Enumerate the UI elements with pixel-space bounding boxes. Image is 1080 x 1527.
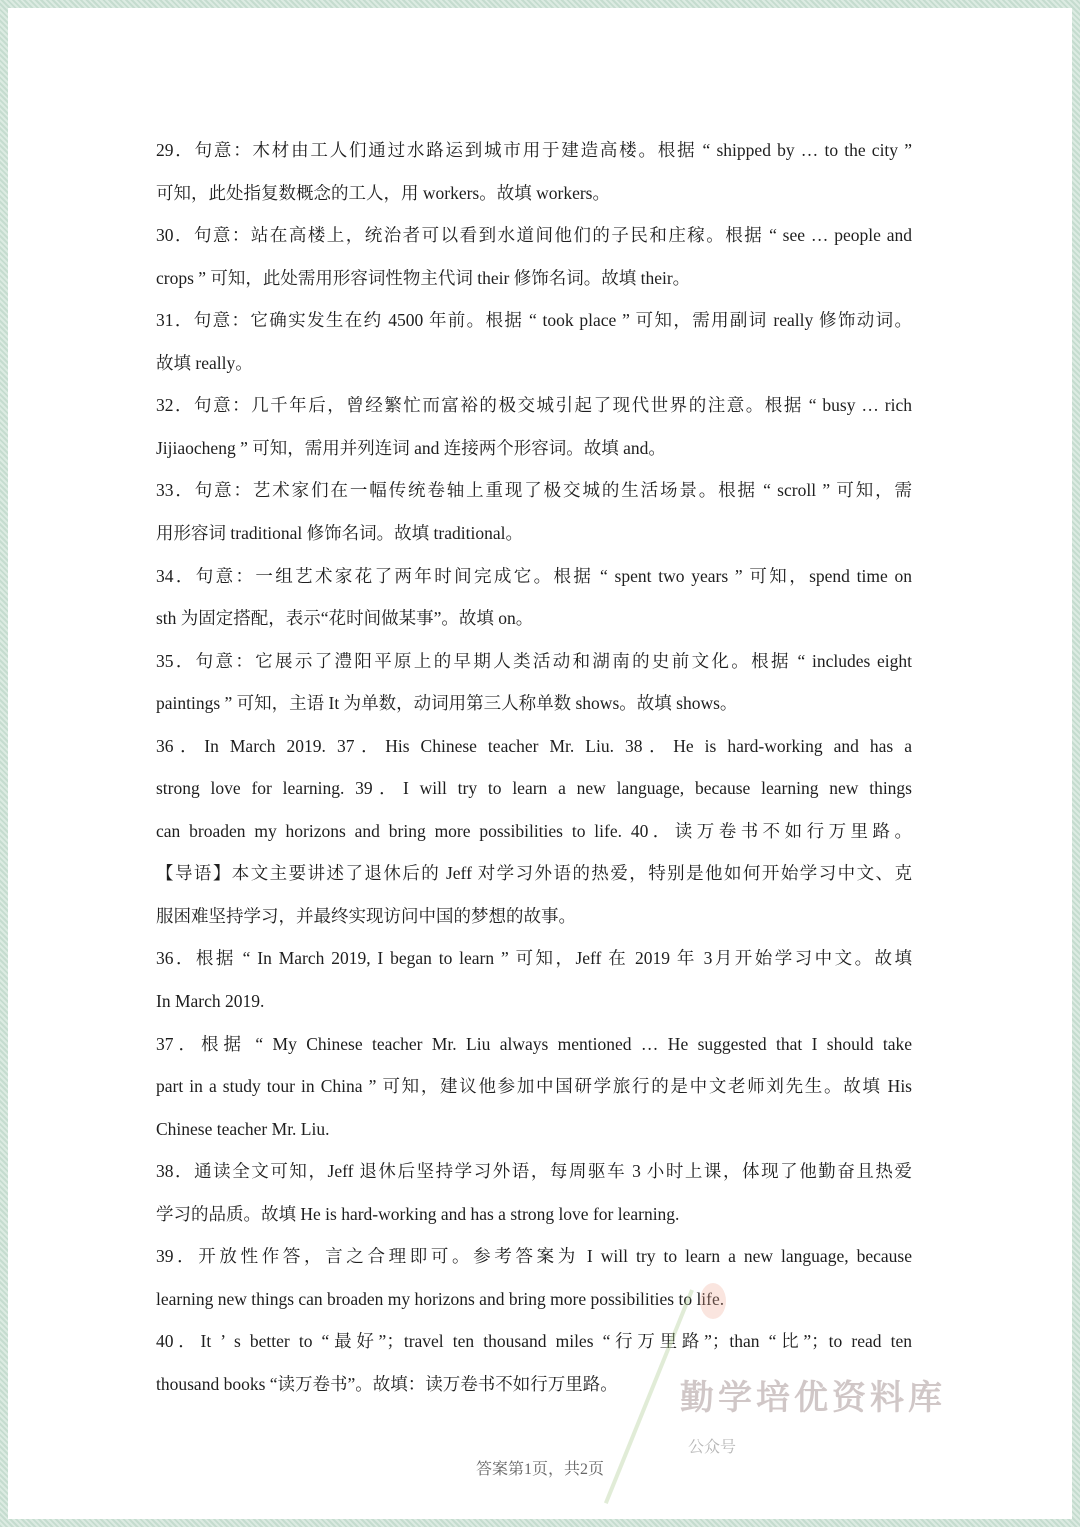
text-line: 用形容词 traditional 修饰名词。故填 traditional。 [156,522,523,543]
text-line: 29．句意：木材由工人们通过水路运到城市用于建造高楼。根据 “ shipped by … to the city ” [156,140,912,160]
text-line: can broaden my horizons and bring more possibilities to life. 40．读万卷书不如行万里路。 [156,820,912,841]
watermark-flower-bud [700,1283,726,1319]
text-line: 故填 really。 [156,352,253,373]
text-line: 36．根据 “ In March 2019, I began to learn ” 可知，Jeff 在 2019 年 3月开始学习中文。故填 [156,948,912,969]
text-line: paintings ” 可知，主语 It 为单数，动词用第三人称单数 shows。故填 shows。 [156,693,738,714]
text-line: Jijiaocheng ” 可知，需用并列连词 and 连接两个形容词。故填 and。 [156,437,666,458]
text-line: learning new things can broaden my horizons and bring more possibilities to life. [156,1288,725,1309]
watermark-title: 勤学培优资料库 [680,1378,946,1418]
text-line: 36．In March 2019. 37．His Chinese teacher Mr. Liu. 38．He is hard-working and has a [156,735,912,756]
page-footer: 答案第1页，共2页 [475,1461,604,1478]
text-line: 39．开放性作答，言之合理即可。参考答案为 I will try to learn a new language, because [156,1246,912,1267]
text-line: 30．句意：站在高楼上，统治者可以看到水道间他们的子民和庄稼。根据 “ see … people and [156,225,912,246]
text-line: 可知，此处指复数概念的工人，用 workers。故填 workers。 [156,182,610,203]
text-line: sth 为固定搭配，表示“花时间做某事”。故填 on。 [156,608,534,629]
text-line: 37．根据 “ My Chinese teacher Mr. Liu always mentioned … He suggested that I should take [156,1033,912,1054]
text-line: 【导语】本文主要讲述了退休后的 Jeff 对学习外语的热爱，特别是他如何开始学习中文、克 [156,863,912,884]
text-line: crops ” 可知，此处需用形容词性物主代词 their 修饰名词。故填 their。 [156,267,691,288]
text-line: 34．句意：一组艺术家花了两年时间完成它。根据 “ spent two years ” 可知，spend time on [156,565,912,586]
text-line: thousand books “读万卷书”。故填：读万卷书不如行万里路。 [156,1373,618,1394]
text-line: Chinese teacher Mr. Liu. [156,1118,330,1139]
text-line: In March 2019. [156,991,265,1011]
text-line: 38．通读全文可知，Jeff 退休后坚持学习外语，每周驱车 3 小时上课，体现了他勤奋且热爱 [156,1161,912,1182]
text-line: 服困难坚持学习，并最终实现访问中国的梦想的故事。 [156,905,576,926]
watermark-subtitle: 公众号 [688,1437,737,1456]
text-line: 33．句意：艺术家们在一幅传统卷轴上重现了极交城的生活场景。根据 “ scroll ” 可知，需 [156,480,912,501]
text-line: 40．It ’ s better to “最好”；travel ten thousand miles “行万里路”；than “比”；to read ten [156,1331,912,1352]
text-line: 35．句意：它展示了澧阳平原上的早期人类活动和湖南的史前文化。根据 “ includes eight [156,650,912,671]
text-line: strong love for learning. 39．I will try to learn a new language, because learning new things [156,778,912,799]
text-line: part in a study tour in China ” 可知，建议他参加中国研学旅行的是中文老师刘先生。故填 His [156,1076,912,1097]
text-line: 学习的品质。故填 He is hard-working and has a strong love for learning. [156,1203,680,1224]
text-line: 31．句意：它确实发生在约 4500 年前。根据 “ took place ” 可知，需用副词 really 修饰动词。 [156,310,912,331]
text-line: 32．句意：几千年后，曾经繁忙而富裕的极交城引起了现代世界的注意。根据 “ busy … rich [156,395,912,416]
